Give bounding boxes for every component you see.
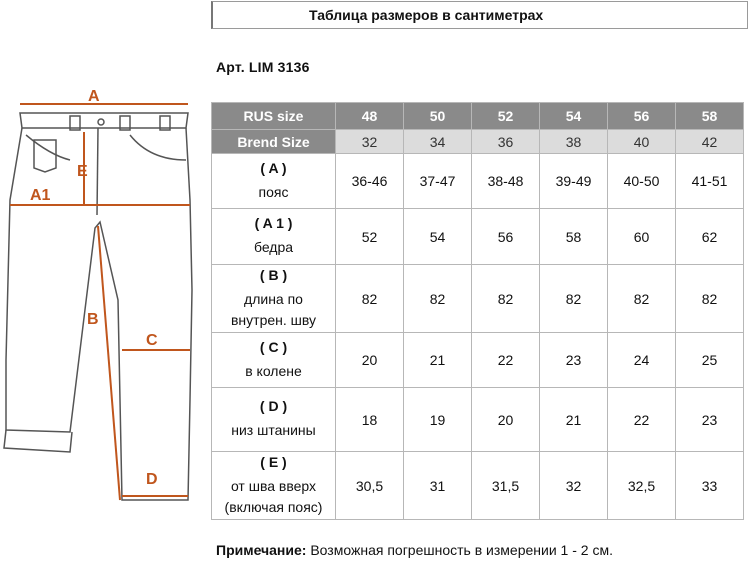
- row-desc: (включая пояс): [224, 498, 323, 515]
- row-code: ( B ): [259, 266, 288, 283]
- label-D: D: [146, 471, 158, 488]
- rus-size-cell: 52: [472, 103, 540, 130]
- rus-size-row: [212, 103, 744, 130]
- table-cell: 82: [404, 265, 472, 333]
- brand-size-row: [212, 130, 744, 154]
- table-cell: 36-46: [336, 154, 404, 209]
- table-cell: 60: [608, 209, 676, 265]
- rus-size-cell: 48: [336, 103, 404, 130]
- table-cell: 24: [608, 333, 676, 388]
- table-cell: 82: [608, 265, 676, 333]
- rus-size-cell: 50: [404, 103, 472, 130]
- table-cell: 82: [676, 265, 744, 333]
- table-cell: 82: [472, 265, 540, 333]
- jeans-diagram: [0, 80, 205, 510]
- table-cell: 82: [336, 265, 404, 333]
- label-C: C: [146, 332, 158, 349]
- brand-size-cell: 38: [540, 130, 608, 154]
- row-label: [212, 452, 336, 520]
- size-table: [211, 102, 744, 520]
- row-label: [212, 209, 336, 265]
- table-cell: 41-51: [676, 154, 744, 209]
- row-label: [212, 333, 336, 388]
- table-title-text: Таблица размеров в сантиметрах: [309, 7, 544, 23]
- jeans-outline: [4, 113, 192, 500]
- rus-size-cell: 58: [676, 103, 744, 130]
- row-label: [212, 388, 336, 452]
- row-code: ( A ): [260, 159, 287, 176]
- table-cell: 32: [540, 452, 608, 520]
- table-cell: 38-48: [472, 154, 540, 209]
- table-cell: 23: [540, 333, 608, 388]
- table-row-a1: [212, 209, 744, 265]
- table-cell: 20: [336, 333, 404, 388]
- row-desc: пояс: [258, 183, 289, 200]
- table-cell: 31,5: [472, 452, 540, 520]
- table-cell: 82: [540, 265, 608, 333]
- label-E: E: [77, 163, 88, 180]
- table-row-d: [212, 388, 744, 452]
- table-cell: 33: [676, 452, 744, 520]
- table-cell: 31: [404, 452, 472, 520]
- brand-size-label: Brend Size: [212, 130, 336, 154]
- brand-size-cell: 40: [608, 130, 676, 154]
- note-text: Возможная погрешность в измерении 1 - 2 см.: [306, 542, 613, 558]
- table-cell: 56: [472, 209, 540, 265]
- row-code: ( C ): [259, 338, 288, 355]
- table-cell: 21: [404, 333, 472, 388]
- table-row-c: [212, 333, 744, 388]
- table-cell: 18: [336, 388, 404, 452]
- table-cell: 58: [540, 209, 608, 265]
- row-code: ( D ): [259, 398, 288, 414]
- brand-size-cell: 34: [404, 130, 472, 154]
- table-cell: 22: [608, 388, 676, 452]
- label-A: A: [88, 88, 100, 105]
- table-cell: 32,5: [608, 452, 676, 520]
- rus-size-cell: 56: [608, 103, 676, 130]
- table-cell: 19: [404, 388, 472, 452]
- table-cell: 39-49: [540, 154, 608, 209]
- row-desc: длина по: [244, 290, 303, 307]
- note: [216, 542, 613, 558]
- table-cell: 54: [404, 209, 472, 265]
- table-cell: 52: [336, 209, 404, 265]
- row-code: ( A 1 ): [254, 215, 293, 231]
- table-cell: 22: [472, 333, 540, 388]
- row-desc: низ штанины: [231, 422, 316, 438]
- table-row-e: [212, 452, 744, 520]
- label-A1: A1: [30, 187, 51, 204]
- table-cell: 30,5: [336, 452, 404, 520]
- row-desc: внутрен. шву: [230, 311, 317, 328]
- rus-size-label: RUS size: [212, 103, 336, 130]
- row-desc: бедра: [253, 239, 294, 255]
- brand-size-cell: 36: [472, 130, 540, 154]
- article-number: Арт. LIM 3136: [216, 59, 310, 75]
- brand-size-cell: 32: [336, 130, 404, 154]
- label-B: B: [87, 311, 99, 328]
- row-desc: от шва вверх: [230, 477, 317, 494]
- table-cell: 23: [676, 388, 744, 452]
- row-label: [212, 154, 336, 209]
- table-cell: 37-47: [404, 154, 472, 209]
- table-row-a: [212, 154, 744, 209]
- table-row-b: [212, 265, 744, 333]
- rus-size-cell: 54: [540, 103, 608, 130]
- brand-size-cell: 42: [676, 130, 744, 154]
- table-cell: 20: [472, 388, 540, 452]
- row-desc: в колене: [245, 362, 302, 379]
- table-cell: 21: [540, 388, 608, 452]
- measurement-lines: [10, 104, 190, 500]
- table-cell: 40-50: [608, 154, 676, 209]
- note-label: Примечание:: [216, 542, 307, 558]
- row-label: [212, 265, 336, 333]
- table-title: [211, 1, 748, 29]
- table-cell: 25: [676, 333, 744, 388]
- row-code: ( E ): [260, 453, 287, 470]
- table-cell: 62: [676, 209, 744, 265]
